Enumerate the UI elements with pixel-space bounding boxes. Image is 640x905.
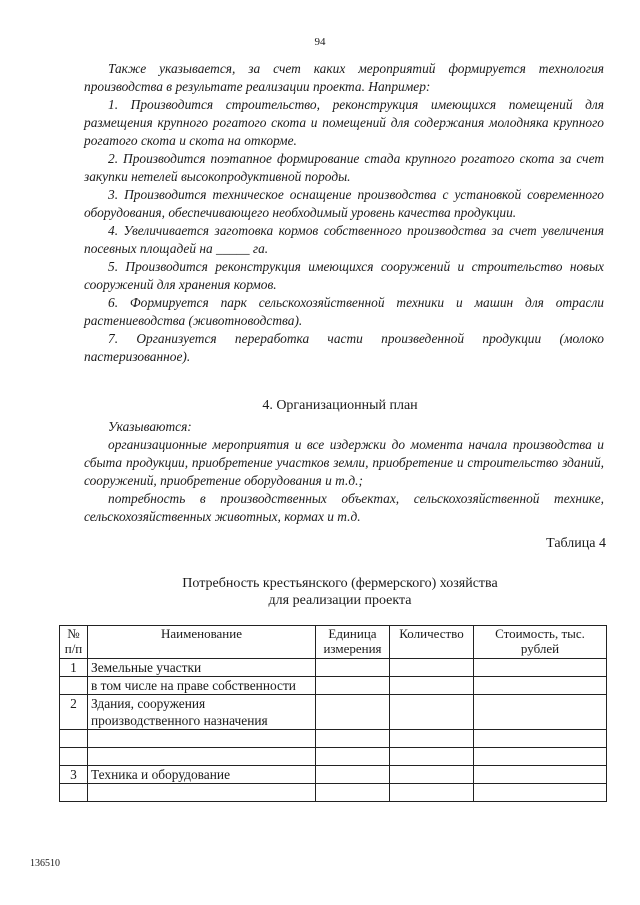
table-label: Таблица 4 — [546, 536, 606, 551]
table-cell — [316, 659, 390, 677]
table-cell: Здания, сооружения производственного назначения — [88, 695, 316, 730]
intro-item-1: 1. Производится строительство, реконструкция имеющихся помещений для размещения крупного рогатого скота и помещений для содержания молодняка крупного рогатого скота и скота на откорме. — [84, 97, 604, 148]
table-cell — [316, 766, 390, 784]
intro-item-7: 7. Организуется переработка части произведенной продукции (молоко пастеризованное). — [84, 331, 604, 364]
table-title-line: для реализации проекта — [268, 593, 412, 608]
table-cell — [474, 659, 607, 677]
column-header: Наименование — [88, 626, 316, 659]
table-cell — [390, 659, 474, 677]
table-cell — [60, 784, 88, 802]
column-header: Количество — [390, 626, 474, 659]
table-cell — [316, 695, 390, 730]
table-cell — [390, 695, 474, 730]
table-cell — [390, 748, 474, 766]
footer-code: 136510 — [30, 858, 60, 869]
intro-item-3: 3. Производится техническое оснащение производства с установкой современного оборудования, обеспечивающего необходимый уровень качества продукции. — [84, 187, 604, 220]
section-paragraph: потребность в производственных объектах, сельскохозяйственной технике, сельскохозяйственных животных, кормах и т.д. — [84, 491, 604, 524]
intro-item-5: 5. Производится реконструкция имеющихся сооружений и строительство новых сооружений для хранения кормов. — [84, 259, 604, 292]
table-cell — [60, 730, 88, 748]
table-cell — [316, 730, 390, 748]
table-cell — [474, 677, 607, 695]
intro-item-2: 2. Производится поэтапное формирование стада крупного рогатого скота за счет закупки нетелей высокопродуктивной породы. — [84, 151, 604, 184]
section-text — [84, 418, 604, 526]
table-cell — [390, 784, 474, 802]
table-row — [60, 730, 607, 748]
table-row — [60, 677, 607, 695]
section-heading: 4. Организационный план — [262, 398, 418, 413]
table-cell — [88, 784, 316, 802]
section-paragraph: Указываются: — [108, 419, 192, 434]
table-cell — [88, 730, 316, 748]
table-row — [60, 784, 607, 802]
section-paragraph: организационные мероприятия и все издержки до момента начала производства и сбыта продукции, приобретение участков земли, приобретение и строительство зданий, сооружений, приобретение оборудования и т.д.; — [84, 437, 604, 488]
table-cell — [390, 677, 474, 695]
table-cell: 3 — [60, 766, 88, 784]
table-cell: Земельные участки — [88, 659, 316, 677]
table-header-row — [60, 626, 607, 659]
column-header: Единица измерения — [316, 626, 390, 659]
table-cell — [316, 784, 390, 802]
intro-item-4: 4. Увеличивается заготовка кормов собственного производства за счет увеличения посевных площадей на _____ га. — [84, 223, 604, 256]
table-cell — [474, 730, 607, 748]
intro-text — [84, 60, 604, 366]
table-cell — [60, 677, 88, 695]
table-cell — [474, 766, 607, 784]
table-cell: в том числе на праве собственности — [88, 677, 316, 695]
table-row — [60, 659, 607, 677]
table-title — [0, 575, 640, 609]
table-cell — [390, 730, 474, 748]
table-cell — [316, 677, 390, 695]
table-cell — [60, 748, 88, 766]
table-row — [60, 748, 607, 766]
column-header: № п/п — [60, 626, 88, 659]
table-row — [60, 695, 607, 730]
intro-paragraph: Также указывается, за счет каких мероприятий формируется технология производства в результате реализации проекта. Например: — [84, 61, 604, 94]
table-title-line: Потребность крестьянского (фермерского) хозяйства — [182, 576, 498, 591]
table-cell — [316, 748, 390, 766]
table-cell — [390, 766, 474, 784]
table-cell — [474, 695, 607, 730]
column-header: Стоимость, тыс. рублей — [474, 626, 607, 659]
table-row — [60, 766, 607, 784]
table-cell: 2 — [60, 695, 88, 730]
table-cell — [88, 748, 316, 766]
table-cell — [474, 748, 607, 766]
table-cell: Техника и оборудование — [88, 766, 316, 784]
table-cell — [474, 784, 607, 802]
intro-item-6: 6. Формируется парк сельскохозяйственной техники и машин для отрасли растениеводства (животноводства). — [84, 295, 604, 328]
table-cell: 1 — [60, 659, 88, 677]
page-number: 94 — [314, 36, 326, 48]
needs-table — [59, 625, 607, 802]
